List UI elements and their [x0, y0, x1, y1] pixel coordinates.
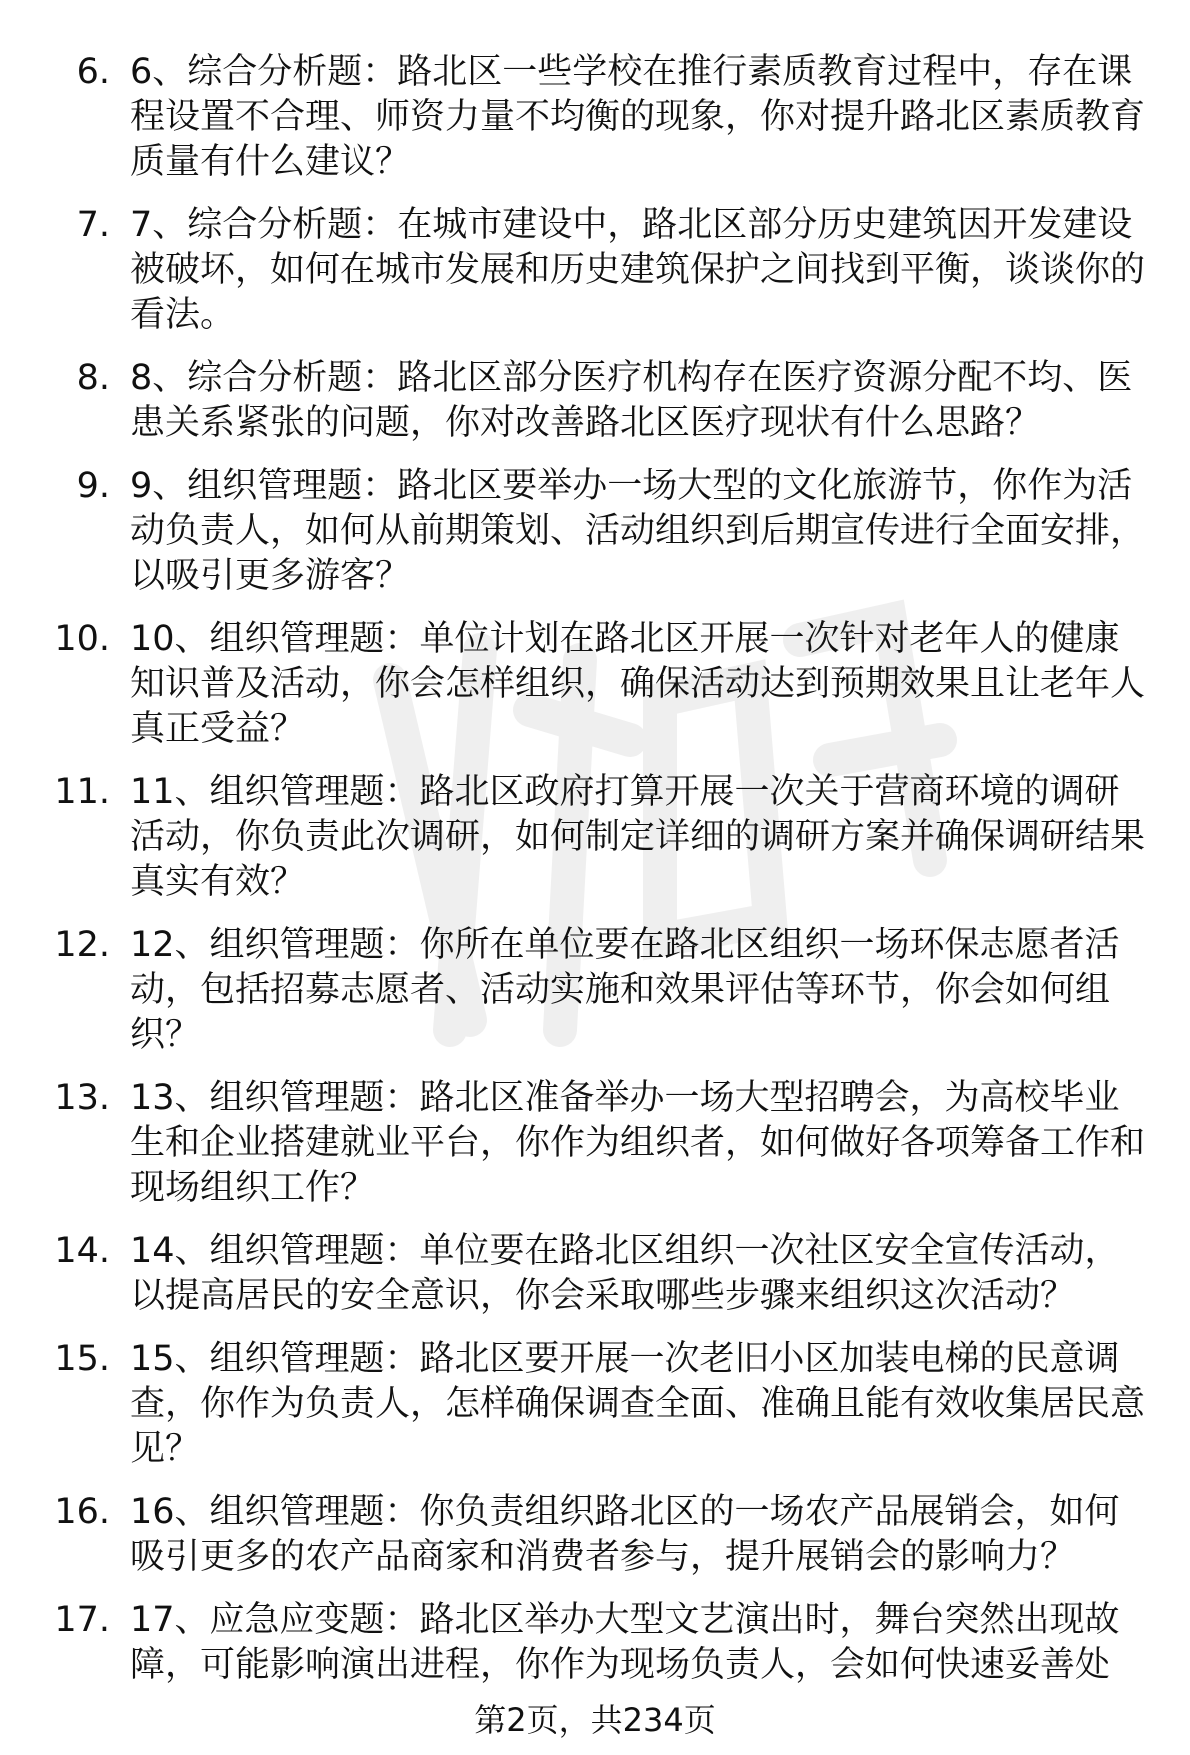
question-number: 14.: [54, 1231, 110, 1271]
question-number: 17.: [54, 1600, 110, 1640]
question-item: [0, 203, 1190, 338]
question-item: [0, 1229, 1190, 1319]
question-text: 15、组织管理题：路北区要开展一次老旧小区加装电梯的民意调查，你作为负责人，怎样确保调查全面、准确且能有效收集居民意见？: [130, 1339, 1146, 1469]
question-text: 7、综合分析题：在城市建设中，路北区部分历史建筑因开发建设被破坏，如何在城市发展和历史建筑保护之间找到平衡，谈谈你的看法。: [130, 205, 1146, 335]
question-text: 14、组织管理题：单位要在路北区组织一次社区安全宣传活动，以提高居民的安全意识，你会采取哪些步骤来组织这次活动？: [130, 1231, 1120, 1316]
question-text: 10、组织管理题：单位计划在路北区开展一次针对老年人的健康知识普及活动，你会怎样组织，确保活动达到预期效果且让老年人真正受益？: [130, 619, 1146, 749]
question-item: [0, 770, 1190, 905]
question-item: [0, 923, 1190, 1058]
question-text: 16、组织管理题：你负责组织路北区的一场农产品展销会，如何吸引更多的农产品商家和消费者参与，提升展销会的影响力？: [130, 1492, 1120, 1577]
question-number: 7.: [76, 205, 110, 245]
question-number: 13.: [54, 1078, 110, 1118]
question-number: 10.: [54, 619, 110, 659]
question-number: 9.: [76, 466, 110, 506]
question-item: [0, 1490, 1190, 1580]
question-number: 11.: [54, 772, 110, 812]
question-number: 16.: [54, 1492, 110, 1532]
question-item: [0, 1337, 1190, 1472]
question-number: 12.: [54, 925, 110, 965]
question-number: 15.: [54, 1339, 110, 1379]
question-item: [0, 464, 1190, 599]
question-text: 6、综合分析题：路北区一些学校在推行素质教育过程中，存在课程设置不合理、师资力量不均衡的现象，你对提升路北区素质教育质量有什么建议？: [130, 52, 1146, 182]
question-item: [0, 1598, 1190, 1688]
question-text: 17、应急应变题：路北区举办大型文艺演出时，舞台突然出现故障，可能影响演出进程，你作为现场负责人，会如何快速妥善处: [130, 1600, 1120, 1685]
page-number-label: 第2页，共234页: [474, 1701, 716, 1739]
question-text: 8、综合分析题：路北区部分医疗机构存在医疗资源分配不均、医患关系紧张的问题，你对改善路北区医疗现状有什么思路？: [130, 358, 1133, 443]
question-item: [0, 356, 1190, 446]
question-item: [0, 1076, 1190, 1211]
page-footer: [0, 1700, 1190, 1740]
question-text: 13、组织管理题：路北区准备举办一场大型招聘会，为高校毕业生和企业搭建就业平台，你作为组织者，如何做好各项筹备工作和现场组织工作？: [130, 1078, 1146, 1208]
question-item: [0, 50, 1190, 185]
question-list: [0, 50, 1190, 1706]
question-item: [0, 617, 1190, 752]
question-number: 6.: [76, 52, 110, 92]
question-text: 12、组织管理题：你所在单位要在路北区组织一场环保志愿者活动，包括招募志愿者、活动实施和效果评估等环节，你会如何组织？: [130, 925, 1120, 1055]
question-text: 9、组织管理题：路北区要举办一场大型的文化旅游节，你作为活动负责人，如何从前期策划、活动组织到后期宣传进行全面安排，以吸引更多游客？: [130, 466, 1146, 596]
question-number: 8.: [76, 358, 110, 398]
question-text: 11、组织管理题：路北区政府打算开展一次关于营商环境的调研活动，你负责此次调研，如何制定详细的调研方案并确保调研结果真实有效？: [130, 772, 1146, 902]
